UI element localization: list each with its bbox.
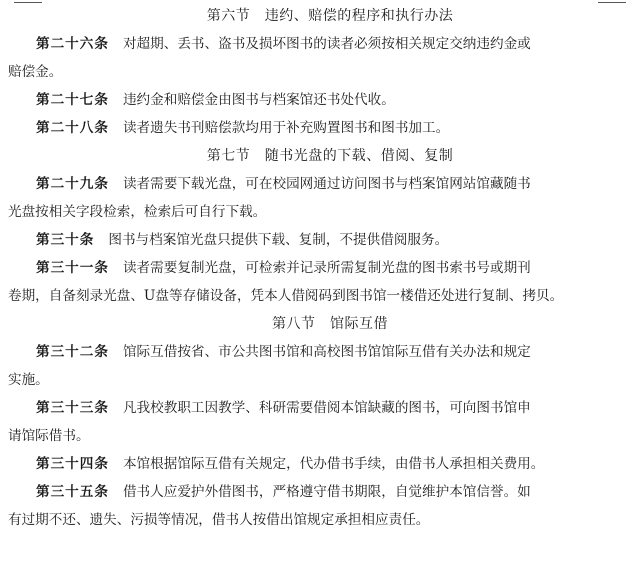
article-text: 借书人应爱护外借图书，严格遵守借书期限，自觉维护本馆信誉。如 bbox=[122, 484, 531, 500]
article-text: 读者需要复制光盘，可检索并记录所需复制光盘的图书索书号或期刊 bbox=[122, 260, 531, 276]
article-number: 第三十一条 bbox=[36, 260, 109, 276]
article-text: 对超期、丢书、盗书及损坏图书的读者必须按相关规定交纳违约金或 bbox=[122, 36, 531, 52]
article-text: 馆际互借按省、市公共图书馆和高校图书馆馆际互借有关办法和规定 bbox=[122, 344, 531, 360]
article-text-cont: 卷期，自备刻录光盘、U盘等存储设备，凭本人借阅码到图书馆一楼借还处进行复制、拷贝。 bbox=[8, 288, 564, 304]
article-32 bbox=[8, 338, 624, 394]
article-33 bbox=[8, 394, 624, 450]
article-text-cont: 赔偿金。 bbox=[8, 64, 63, 80]
article-26 bbox=[8, 30, 624, 86]
document-page bbox=[0, 2, 640, 568]
article-text: 读者需要下载光盘，可在校园网通过访问图书与档案馆网站馆藏随书 bbox=[122, 176, 531, 192]
article-number: 第二十九条 bbox=[36, 176, 109, 192]
article-number: 第三十条 bbox=[36, 232, 95, 248]
article-30 bbox=[36, 226, 624, 254]
article-text: 读者遗失书刊赔偿款均用于补充购置图书和图书加工。 bbox=[122, 120, 450, 136]
article-29 bbox=[8, 170, 624, 226]
article-number: 第三十三条 bbox=[36, 400, 109, 416]
article-number: 第二十六条 bbox=[36, 36, 109, 52]
article-text-cont: 有过期不还、遗失、污损等情况，借书人按借出馆规定承担相应责任。 bbox=[8, 512, 430, 528]
article-text-cont: 实施。 bbox=[8, 372, 49, 388]
article-27 bbox=[36, 86, 624, 114]
article-text: 凡我校教职工因教学、科研需要借阅本馆缺藏的图书，可向图书馆申 bbox=[122, 400, 531, 416]
article-text-cont: 请馆际借书。 bbox=[8, 428, 90, 444]
section-heading: 第八节 馆际互借 bbox=[272, 316, 388, 332]
article-number: 第三十四条 bbox=[36, 456, 109, 472]
top-rule-right bbox=[598, 2, 626, 3]
article-text-cont: 光盘按相关字段检索，检索后可自行下载。 bbox=[8, 204, 267, 220]
article-number: 第二十八条 bbox=[36, 120, 109, 136]
top-rule-left bbox=[14, 2, 42, 3]
article-28 bbox=[36, 114, 624, 142]
article-35 bbox=[8, 478, 624, 534]
section-heading: 第七节 随书光盘的下载、借阅、复制 bbox=[206, 148, 454, 164]
article-number: 第三十二条 bbox=[36, 344, 109, 360]
article-number: 第二十七条 bbox=[36, 92, 109, 108]
article-34 bbox=[36, 450, 624, 478]
article-text: 图书与档案馆光盘只提供下载、复制，不提供借阅服务。 bbox=[108, 232, 449, 248]
article-text: 本馆根据馆际互借有关规定，代办借书手续，由借书人承担相关费用。 bbox=[122, 456, 545, 472]
article-text: 违约金和赔偿金由图书与档案馆还书处代收。 bbox=[122, 92, 395, 108]
article-number: 第三十五条 bbox=[36, 484, 109, 500]
article-31 bbox=[8, 254, 624, 310]
section-heading: 第六节 违约、赔偿的程序和执行办法 bbox=[206, 8, 454, 24]
